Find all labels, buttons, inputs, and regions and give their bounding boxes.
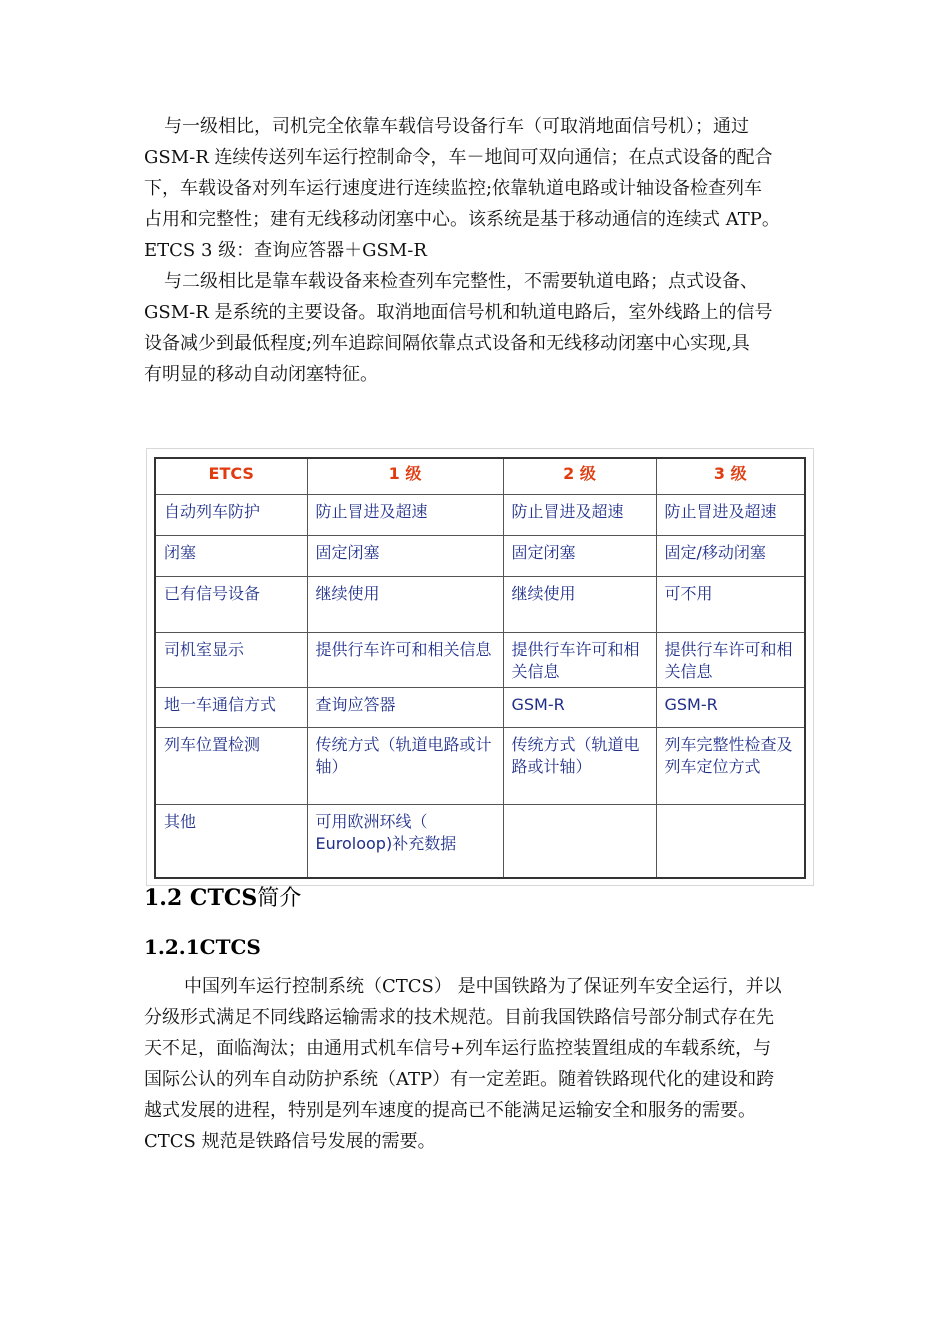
table-cell: 司机室显示: [155, 632, 307, 687]
table-cell: 列车完整性检查及列车定位方式: [656, 727, 805, 804]
table-cell: 提供行车许可和相关信息: [656, 632, 805, 687]
table-row: [155, 494, 805, 535]
paragraph-etcs-level3: [144, 266, 834, 390]
header-etcs: ETCS: [155, 458, 307, 494]
text-line: 天不足，面临淘汰；由通用式机车信号+列车运行监控装置组成的车载系统，与: [144, 1038, 772, 1059]
text-line: 分级形式满足不同线路运输需求的技术规范。目前我国铁路信号部分制式存在先: [144, 1007, 774, 1028]
table-cell: 闭塞: [155, 535, 307, 576]
text-line: 与二级相比是靠车载设备来检查列车完整性，不需要轨道电路；点式设备、: [164, 271, 758, 292]
table-cell: GSM-R: [503, 687, 656, 727]
text-line: CTCS 规范是铁路信号发展的需要。: [144, 1131, 436, 1152]
table-row: [155, 632, 805, 687]
table-cell: 查询应答器: [307, 687, 503, 727]
text-line: 下，车载设备对列车运行速度进行连续监控;依靠轨道电路或计轴设备检查列车: [144, 178, 763, 199]
table-row: [155, 687, 805, 727]
subsection-heading: 1.2.1CTCS: [144, 935, 261, 959]
table-cell: 地一车通信方式: [155, 687, 307, 727]
text-line: 中国列车运行控制系统（CTCS） 是中国铁路为了保证列车安全运行，并以: [184, 976, 782, 997]
table-row: [155, 576, 805, 632]
etcs3-heading: ETCS 3 级：查询应答器＋GSM-R: [144, 240, 427, 261]
text-line: 设备减少到最低程度;列车追踪间隔依靠点式设备和无线移动闭塞中心实现,具: [144, 333, 750, 354]
table-cell: 固定闭塞: [503, 535, 656, 576]
table-row: [155, 727, 805, 804]
text-line: 占用和完整性；建有无线移动闭塞中心。该系统是基于移动通信的连续式 ATP。: [144, 209, 780, 230]
table-cell: 已有信号设备: [155, 576, 307, 632]
text-line: 与一级相比，司机完全依靠车载信号设备行车（可取消地面信号机）；通过: [164, 116, 749, 137]
text-line: 国际公认的列车自动防护系统（ATP）有一定差距。随着铁路现代化的建设和跨: [144, 1069, 775, 1090]
table-cell: [503, 804, 656, 878]
text-line: 越式发展的进程，特别是列车速度的提高已不能满足运输安全和服务的需要。: [144, 1100, 756, 1121]
table-row: [155, 804, 805, 878]
table-cell: 自动列车防护: [155, 494, 307, 535]
table-cell: 防止冒进及超速: [307, 494, 503, 535]
header-level2: 2 级: [503, 458, 656, 494]
text-line: GSM-R 连续传送列车运行控制命令，车－地间可双向通信；在点式设备的配合: [144, 147, 773, 168]
table-cell: 可不用: [656, 576, 805, 632]
table-cell: 固定闭塞: [307, 535, 503, 576]
table-header-row: [155, 458, 805, 494]
table-cell: 列车位置检测: [155, 727, 307, 804]
table-cell: 继续使用: [307, 576, 503, 632]
table-cell: 传统方式（轨道电路或计轴）: [503, 727, 656, 804]
text-line: 有明显的移动自动闭塞特征。: [144, 364, 378, 385]
table-cell: 可用欧洲环线（ Euroloop)补充数据: [307, 804, 503, 878]
paragraph-ctcs: [144, 971, 834, 1157]
section-heading: [144, 882, 301, 915]
table-cell: 提供行车许可和相关信息: [307, 632, 503, 687]
etcs-comparison-figure: [146, 448, 814, 886]
table-cell: 防止冒进及超速: [503, 494, 656, 535]
text-line: GSM-R 是系统的主要设备。取消地面信号机和轨道电路后，室外线路上的信号: [144, 302, 773, 323]
table-cell: 防止冒进及超速: [656, 494, 805, 535]
section-title: 简介: [257, 886, 302, 911]
table-row: [155, 535, 805, 576]
table-cell: 传统方式（轨道电路或计轴）: [307, 727, 503, 804]
table-cell: 继续使用: [503, 576, 656, 632]
paragraph-etcs-level2: [144, 111, 834, 266]
table-cell: [656, 804, 805, 878]
etcs-comparison-table: [154, 457, 806, 879]
header-level3: 3 级: [656, 458, 805, 494]
table-cell: GSM-R: [656, 687, 805, 727]
header-level1: 1 级: [307, 458, 503, 494]
table-cell: 提供行车许可和相关信息: [503, 632, 656, 687]
table-cell: 其他: [155, 804, 307, 878]
section-number: 1.2 CTCS: [144, 885, 258, 911]
table-cell: 固定/移动闭塞: [656, 535, 805, 576]
